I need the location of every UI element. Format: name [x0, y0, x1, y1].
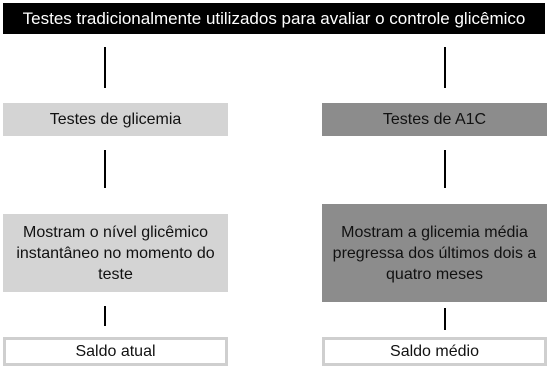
right-test-label: Testes de A1C: [382, 111, 487, 128]
right-description-box: [322, 204, 547, 302]
connector-right-2: [444, 150, 446, 188]
left-test-box: [3, 103, 228, 136]
left-result-label: Saldo atual: [75, 343, 156, 360]
right-result-label: Saldo médio: [390, 343, 479, 360]
left-description-text: Mostram o nível glicêmico instantâneo no momento do teste: [16, 223, 215, 283]
right-result-box: [322, 337, 547, 366]
connector-right-1: [444, 47, 446, 88]
connector-left-3: [104, 306, 106, 326]
left-result-box: [3, 337, 228, 366]
right-description-text: Mostram a glicemia média pregressa dos últimos dois a quatro meses: [332, 223, 537, 283]
left-test-label: Testes de glicemia: [49, 111, 182, 128]
connector-left-1: [104, 47, 106, 88]
connector-right-3: [444, 308, 446, 330]
diagram-title: Testes tradicionalmente utilizados para avaliar o controle glicêmico: [3, 3, 545, 34]
connector-left-2: [104, 150, 106, 188]
left-description-box: [3, 214, 228, 292]
right-test-box: [322, 103, 547, 136]
